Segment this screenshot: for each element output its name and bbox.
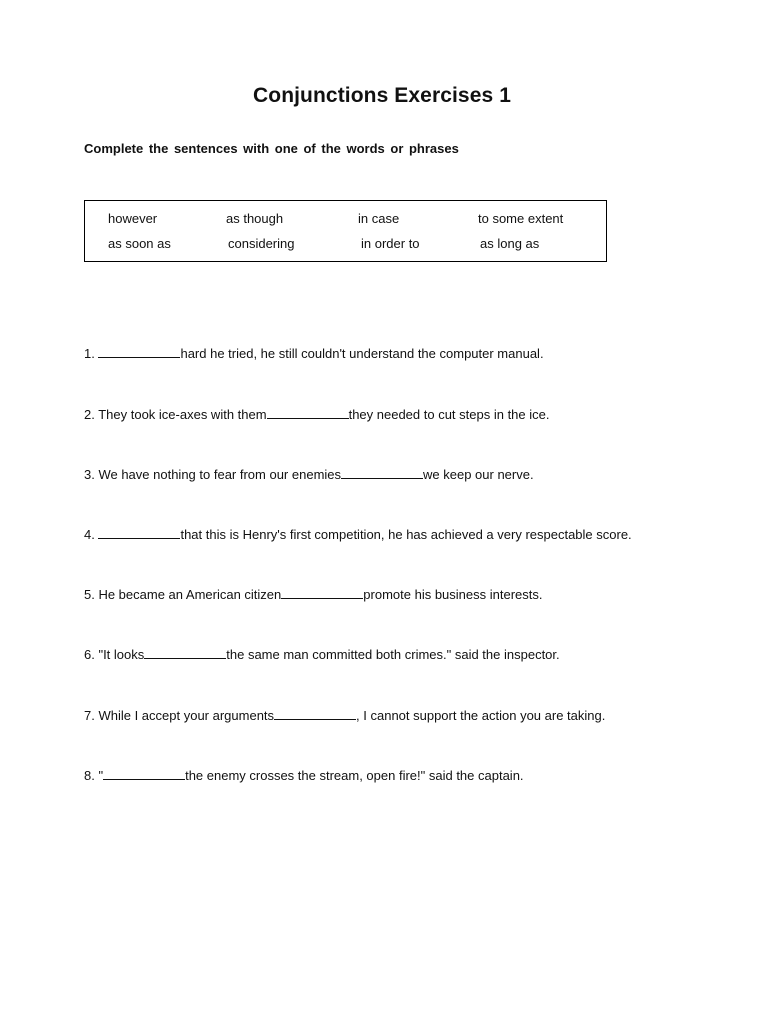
sentence-3 bbox=[84, 467, 534, 482]
word-option: as long as bbox=[480, 236, 540, 251]
sentence-7 bbox=[84, 708, 605, 723]
sentence-2 bbox=[84, 407, 550, 422]
sentence-text: the enemy crosses the stream, open fire!" said the captain. bbox=[185, 768, 524, 783]
answer-blank[interactable] bbox=[98, 528, 180, 539]
answer-blank[interactable] bbox=[274, 709, 356, 720]
word-option: as though bbox=[226, 211, 284, 226]
answer-blank[interactable] bbox=[267, 408, 349, 419]
word-option: to some extent bbox=[478, 211, 564, 226]
sentence-text: 7. While I accept your arguments bbox=[84, 708, 275, 723]
sentence-text: , I cannot support the action you are taking. bbox=[356, 708, 606, 723]
word-option: in order to bbox=[361, 236, 420, 251]
sentence-5 bbox=[84, 587, 542, 602]
sentence-1 bbox=[84, 346, 544, 361]
word-box bbox=[84, 200, 607, 262]
sentence-text: we keep our nerve. bbox=[423, 467, 534, 482]
answer-blank[interactable] bbox=[144, 648, 226, 659]
answer-blank[interactable] bbox=[98, 347, 180, 358]
page-title: Conjunctions Exercises 1 bbox=[253, 84, 511, 107]
sentence-text: they needed to cut steps in the ice. bbox=[348, 407, 550, 422]
answer-blank[interactable] bbox=[281, 588, 363, 599]
instructions: Complete the sentences with one of the words or phrases bbox=[84, 141, 459, 156]
answer-blank[interactable] bbox=[341, 468, 423, 479]
sentence-text: 8. " bbox=[84, 768, 104, 783]
sentence-text: hard he tried, he still couldn't understand the computer manual. bbox=[180, 346, 544, 361]
sentence-text: the same man committed both crimes." said the inspector. bbox=[226, 647, 560, 662]
answer-blank[interactable] bbox=[103, 769, 185, 780]
sentence-text: that this is Henry's first competition, he has achieved a very respectable score. bbox=[180, 527, 632, 542]
sentence-text: 6. "It looks bbox=[84, 647, 145, 662]
sentence-4 bbox=[84, 527, 632, 542]
word-option: however bbox=[108, 211, 158, 226]
sentence-text: 1. bbox=[84, 346, 99, 361]
sentence-text: 5. He became an American citizen bbox=[84, 587, 282, 602]
sentence-text: 3. We have nothing to fear from our enemies bbox=[84, 467, 342, 482]
sentence-6 bbox=[84, 647, 560, 662]
sentence-text: promote his business interests. bbox=[363, 587, 543, 602]
sentence-text: 4. bbox=[84, 527, 99, 542]
sentence-text: 2. They took ice-axes with them bbox=[84, 407, 267, 422]
word-option: as soon as bbox=[108, 236, 171, 251]
word-option: considering bbox=[228, 236, 295, 251]
sentence-8 bbox=[84, 768, 524, 783]
word-option: in case bbox=[358, 211, 400, 226]
